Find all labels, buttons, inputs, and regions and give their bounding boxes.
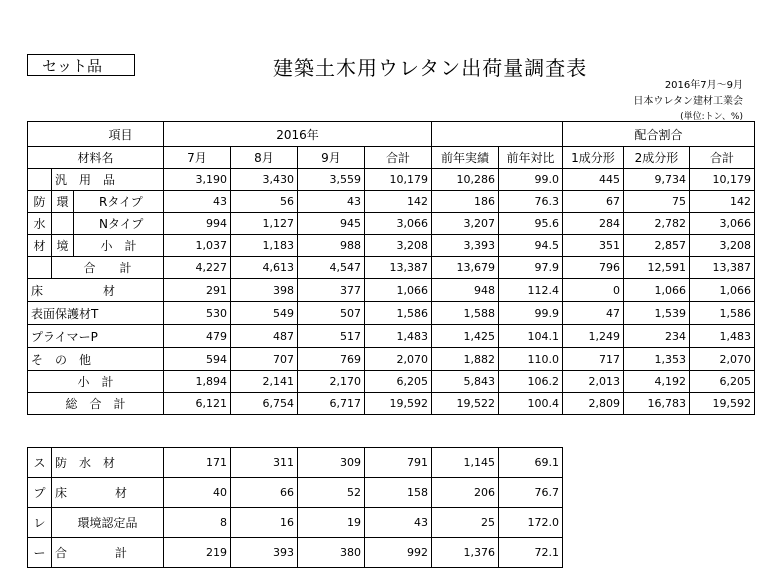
row-label: 小 計 xyxy=(28,371,164,393)
cell: 0 xyxy=(563,279,624,302)
cell: 97.9 xyxy=(499,257,563,279)
cell: 76.7 xyxy=(499,478,563,508)
m9-header: 9月 xyxy=(298,147,365,169)
cell: 4,192 xyxy=(624,371,690,393)
cell: 3,208 xyxy=(365,235,432,257)
cell: 10,179 xyxy=(690,169,755,191)
cell: 10,179 xyxy=(365,169,432,191)
cell: 398 xyxy=(231,279,298,302)
organization-label: 日本ウレタン建材工業会 xyxy=(633,96,743,107)
year-header: 2016年 xyxy=(164,122,432,147)
cell: 1,882 xyxy=(432,348,499,371)
table-row xyxy=(28,213,755,235)
row-label: プライマーP xyxy=(28,325,164,348)
cell: 1,066 xyxy=(365,279,432,302)
cell: 19,592 xyxy=(365,393,432,415)
cell: 66 xyxy=(231,478,298,508)
cell: 99.0 xyxy=(499,169,563,191)
cell: 43 xyxy=(365,508,432,538)
cell: 3,207 xyxy=(432,213,499,235)
header-row-1 xyxy=(28,122,755,147)
cell: 3,066 xyxy=(690,213,755,235)
cell: 12,591 xyxy=(624,257,690,279)
cell: 530 xyxy=(164,302,231,325)
cell: 3,066 xyxy=(365,213,432,235)
row-label: そ の 他 xyxy=(28,348,164,371)
cell: 95.6 xyxy=(499,213,563,235)
cell: 2,070 xyxy=(690,348,755,371)
cell: 52 xyxy=(298,478,365,508)
row-label: 床 材 xyxy=(28,279,164,302)
table-row xyxy=(28,279,755,302)
cell: 945 xyxy=(298,213,365,235)
cell: 594 xyxy=(164,348,231,371)
cell: 3,393 xyxy=(432,235,499,257)
m8-header: 8月 xyxy=(231,147,298,169)
cell: 172.0 xyxy=(499,508,563,538)
prev-header: 前年実績 xyxy=(432,147,499,169)
cell: 2,070 xyxy=(365,348,432,371)
wp-group-char xyxy=(28,257,52,279)
cell: 25 xyxy=(432,508,499,538)
spray-table xyxy=(27,447,563,568)
cell: 75 xyxy=(624,191,690,213)
row-label: Rタイプ xyxy=(74,191,164,213)
cell: 377 xyxy=(298,279,365,302)
cell: 142 xyxy=(365,191,432,213)
cell: 549 xyxy=(231,302,298,325)
cell: 796 xyxy=(563,257,624,279)
yoy-header: 前年対比 xyxy=(499,147,563,169)
material-header: 材料名 xyxy=(28,147,164,169)
cell: 4,547 xyxy=(298,257,365,279)
cell: 4,227 xyxy=(164,257,231,279)
row-label: 合 計 xyxy=(52,538,164,568)
cell: 717 xyxy=(563,348,624,371)
unit-label: (単位:トン、%) xyxy=(680,112,743,122)
cell: 1,353 xyxy=(624,348,690,371)
cell: 445 xyxy=(563,169,624,191)
cell: 67 xyxy=(563,191,624,213)
header-row-2 xyxy=(28,147,755,169)
cell: 1,376 xyxy=(432,538,499,568)
cell: 19 xyxy=(298,508,365,538)
table-row xyxy=(28,325,755,348)
cell: 110.0 xyxy=(499,348,563,371)
item-header: 項目 xyxy=(28,122,164,147)
shipment-table xyxy=(27,121,755,415)
cell: 1,586 xyxy=(690,302,755,325)
cell: 16 xyxy=(231,508,298,538)
one-comp-header: 1成分形 xyxy=(563,147,624,169)
cell: 393 xyxy=(231,538,298,568)
cell: 99.9 xyxy=(499,302,563,325)
cell: 487 xyxy=(231,325,298,348)
cell: 8 xyxy=(164,508,231,538)
cell: 3,430 xyxy=(231,169,298,191)
cell: 112.4 xyxy=(499,279,563,302)
cell: 16,783 xyxy=(624,393,690,415)
cell: 2,782 xyxy=(624,213,690,235)
cell: 186 xyxy=(432,191,499,213)
table-row xyxy=(28,393,755,415)
cell: 3,208 xyxy=(690,235,755,257)
wp-group-char: 水 xyxy=(28,213,52,235)
cell: 206 xyxy=(432,478,499,508)
cell: 1,066 xyxy=(690,279,755,302)
period-label: 2016年7月～9月 xyxy=(664,80,743,91)
cell: 351 xyxy=(563,235,624,257)
table-row xyxy=(28,169,755,191)
cell: 1,539 xyxy=(624,302,690,325)
env-char xyxy=(52,213,74,235)
cell: 6,754 xyxy=(231,393,298,415)
two-comp-header: 2成分形 xyxy=(624,147,690,169)
cell: 1,894 xyxy=(164,371,231,393)
cell: 10,286 xyxy=(432,169,499,191)
cell: 791 xyxy=(365,448,432,478)
cell: 106.2 xyxy=(499,371,563,393)
cell: 309 xyxy=(298,448,365,478)
row-label: 防 水 材 xyxy=(52,448,164,478)
table-row xyxy=(28,257,755,279)
cell: 6,205 xyxy=(365,371,432,393)
cell: 3,559 xyxy=(298,169,365,191)
row-label: 合 計 xyxy=(52,257,164,279)
cell: 1,588 xyxy=(432,302,499,325)
table-row xyxy=(28,348,755,371)
row-label: Nタイプ xyxy=(74,213,164,235)
table-row xyxy=(28,538,563,568)
table-row xyxy=(28,448,563,478)
cell: 507 xyxy=(298,302,365,325)
cell: 104.1 xyxy=(499,325,563,348)
spray-char: プ xyxy=(28,478,52,508)
table-row xyxy=(28,371,755,393)
cell: 1,145 xyxy=(432,448,499,478)
table-row xyxy=(28,478,563,508)
cell: 988 xyxy=(298,235,365,257)
wp-group-char xyxy=(28,169,52,191)
cell: 2,809 xyxy=(563,393,624,415)
cell: 769 xyxy=(298,348,365,371)
ratio-header: 配合割合 xyxy=(563,122,755,147)
table-row xyxy=(28,235,755,257)
cell: 1,037 xyxy=(164,235,231,257)
cell: 1,483 xyxy=(690,325,755,348)
cell: 13,387 xyxy=(690,257,755,279)
cell: 2,170 xyxy=(298,371,365,393)
row-label: 環境認定品 xyxy=(52,508,164,538)
table-row xyxy=(28,302,755,325)
cell: 100.4 xyxy=(499,393,563,415)
wp-group-char: 防 xyxy=(28,191,52,213)
m7-header: 7月 xyxy=(164,147,231,169)
cell: 219 xyxy=(164,538,231,568)
cell: 291 xyxy=(164,279,231,302)
row-label: 小 計 xyxy=(74,235,164,257)
cell: 2,013 xyxy=(563,371,624,393)
cell: 479 xyxy=(164,325,231,348)
cell: 6,205 xyxy=(690,371,755,393)
cell: 72.1 xyxy=(499,538,563,568)
cell: 948 xyxy=(432,279,499,302)
cell: 69.1 xyxy=(499,448,563,478)
wp-group-char: 材 xyxy=(28,235,52,257)
cell: 284 xyxy=(563,213,624,235)
cell: 171 xyxy=(164,448,231,478)
cell: 6,717 xyxy=(298,393,365,415)
cell: 992 xyxy=(365,538,432,568)
cell: 19,592 xyxy=(690,393,755,415)
cell: 142 xyxy=(690,191,755,213)
cell: 43 xyxy=(298,191,365,213)
cell: 40 xyxy=(164,478,231,508)
cell: 1,183 xyxy=(231,235,298,257)
cell: 1,249 xyxy=(563,325,624,348)
cell: 2,141 xyxy=(231,371,298,393)
cell: 1,425 xyxy=(432,325,499,348)
cell: 13,387 xyxy=(365,257,432,279)
total2-header: 合計 xyxy=(690,147,755,169)
cell: 1,483 xyxy=(365,325,432,348)
spray-char: レ xyxy=(28,508,52,538)
spray-char: ー xyxy=(28,538,52,568)
cell: 6,121 xyxy=(164,393,231,415)
table-row xyxy=(28,191,755,213)
cell: 13,679 xyxy=(432,257,499,279)
cell: 158 xyxy=(365,478,432,508)
total-header: 合計 xyxy=(365,147,432,169)
row-label: 総 合 計 xyxy=(28,393,164,415)
cell: 9,734 xyxy=(624,169,690,191)
cell: 3,190 xyxy=(164,169,231,191)
cell: 5,843 xyxy=(432,371,499,393)
cell: 56 xyxy=(231,191,298,213)
cell: 1,127 xyxy=(231,213,298,235)
cell: 234 xyxy=(624,325,690,348)
cell: 1,586 xyxy=(365,302,432,325)
cell: 2,857 xyxy=(624,235,690,257)
cell: 19,522 xyxy=(432,393,499,415)
row-label: 表面保護材T xyxy=(28,302,164,325)
cell: 311 xyxy=(231,448,298,478)
cell: 517 xyxy=(298,325,365,348)
cell: 994 xyxy=(164,213,231,235)
set-product-label: セット品 xyxy=(27,54,135,76)
env-char: 環 xyxy=(52,191,74,213)
cell: 380 xyxy=(298,538,365,568)
cell: 1,066 xyxy=(624,279,690,302)
env-char: 境 xyxy=(52,235,74,257)
cell: 4,613 xyxy=(231,257,298,279)
spray-char: ス xyxy=(28,448,52,478)
cell: 47 xyxy=(563,302,624,325)
row-label: 汎 用 品 xyxy=(52,169,164,191)
cell: 707 xyxy=(231,348,298,371)
cell: 76.3 xyxy=(499,191,563,213)
blank-header xyxy=(432,122,563,147)
page-title: 建築土木用ウレタン出荷量調査表 xyxy=(273,56,588,80)
cell: 43 xyxy=(164,191,231,213)
table-row xyxy=(28,508,563,538)
row-label: 床 材 xyxy=(52,478,164,508)
cell: 94.5 xyxy=(499,235,563,257)
